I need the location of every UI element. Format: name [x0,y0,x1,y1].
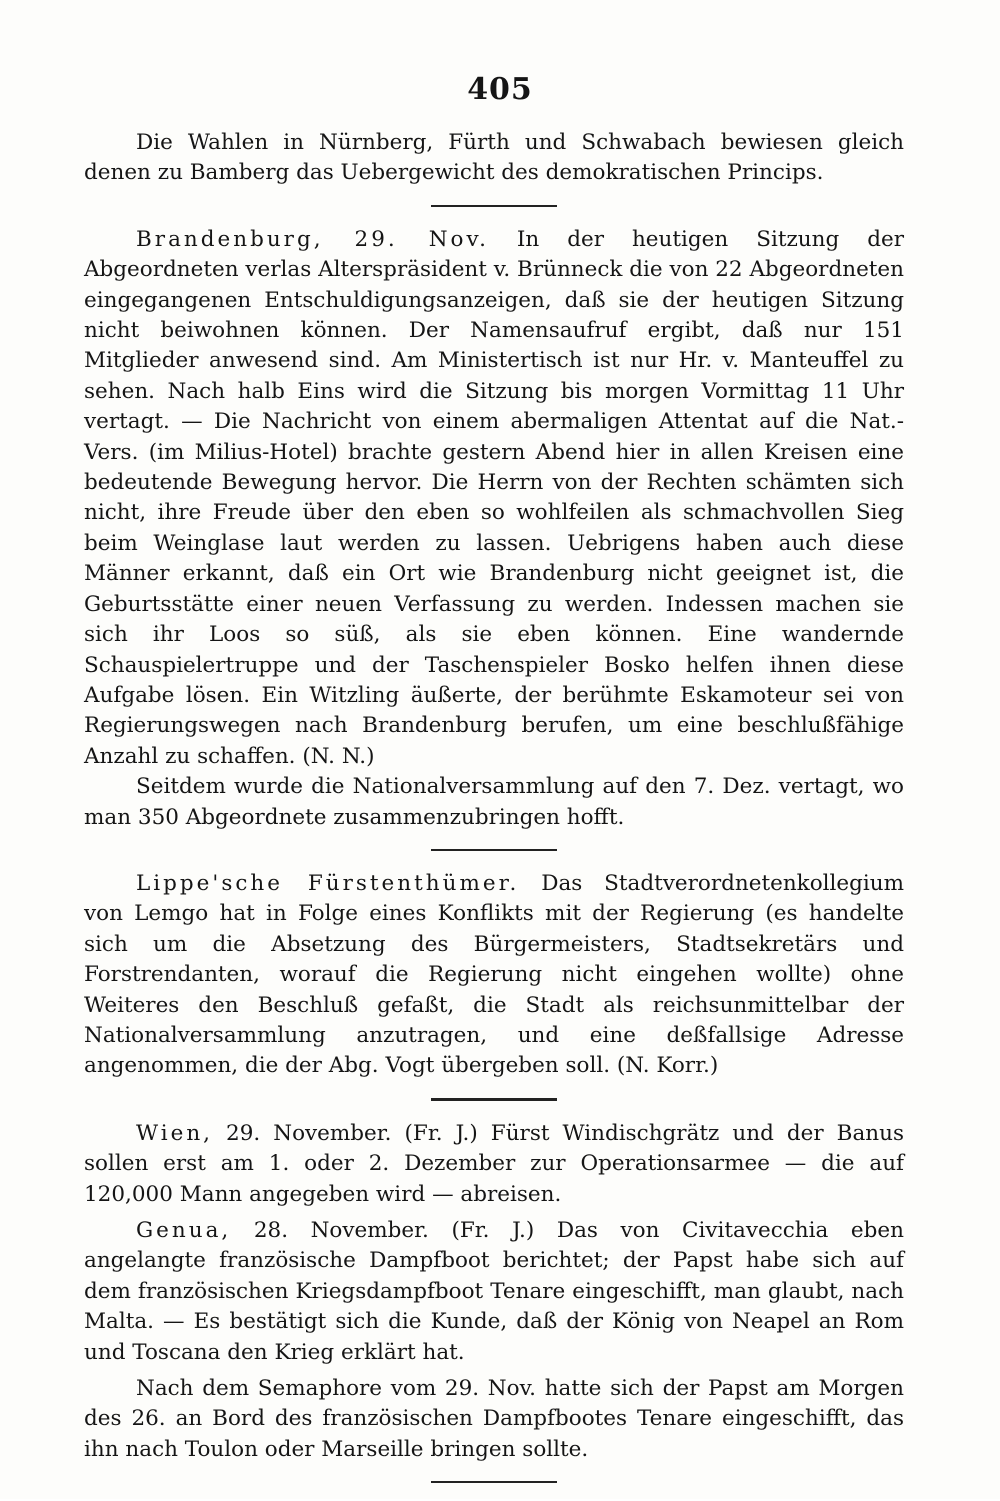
article-brandenburg-followup-text: Seitdem wurde die Nationalversammlung auf den 7. Dez. vertagt, wo man 350 Abgeordnete zusammenzubringen hofft. [84,774,904,830]
separator-rule [431,205,557,207]
article-lippe-text: Das Stadtverordnetenkollegium von Lemgo hat in Folge eines Konflikts mit der Regierung (es handelte sich um die Absetzung des Bürgermeisters, Stadtsekretärs und Forstrendanten, worauf die Regierung nicht eingehen wollte) ohne Weiteres den Beschluß gefaßt, die Stadt als reichsunmittelbar der Nationalversammlung anzutragen, und eine deßfallsige Adresse angenommen, die der Abg. Vogt übergeben soll. (N. Korr.) [84,870,904,1079]
article-genua-text: 28. November. (Fr. J.) Das von Civitavecchia eben angelangte französische Dampfboot berichtet; der Papst habe sich auf dem französischen Kriegsdampfboot Tenare eingeschifft, man glaubt, nach Malta. — Es bestätigt sich die Kunde, daß der König von Neapel an Rom und Toscana den Krieg erklärt hat. [84,1218,904,1365]
dateline-genua: Genua, [136,1218,232,1243]
article-wahlen-text: Die Wahlen in Nürnberg, Fürth und Schwabach bewiesen gleich denen zu Bamberg das Uebergewicht des demokratischen Princips. [84,130,904,186]
article-wahlen [84,128,904,189]
article-brandenburg-text: In der heutigen Sitzung der Abgeordneten verlas Alterspräsident v. Brünneck die von 22 Abgeordneten eingegangenen Entschuldigungsanzeigen, daß sie der heutigen Sitzung nicht beiwohnen können. Der Namensaufruf ergibt, daß nur 151 Mitglieder anwesend sind. Am Ministertisch ist nur Hr. v. Manteuffel zu sehen. Nach halb Eins wird die Sitzung bis morgen Vormittag 11 Uhr vertagt. — Die Nachricht von einem abermaligen Attentat auf die Nat.-Vers. (im Milius-Hotel) brachte gestern Abend hier in allen Kreisen eine bedeutende Bewegung hervor. Die Herrn von der Rechten schämten sich nicht, ihre Freude über den eben so wohlfeilen als schmachvollen Sieg beim Weinglase laut werden zu lassen. Uebrigens haben auch diese Männer erkannt, daß ein Ort wie Brandenburg nicht geeignet ist, die Geburtsstätte einer neuen Verfassung zu werden. Indessen machen sie sich ihr Loos so süß, als sie eben können. Eine wandernde Schauspielertruppe und der Taschenspieler Bosko helfen ihnen diese Aufgabe lösen. Ein Witzling äußerte, der berühmte Eskamoteur sei von Regierungswegen nach Brandenburg berufen, um eine beschlußfähige Anzahl zu schaffen. (N. N.) [84,226,904,769]
article-wien [84,1119,904,1210]
article-genua [84,1216,904,1368]
article-lippe [84,869,904,1082]
article-semaphore-text: Nach dem Semaphore vom 29. Nov. hatte sich der Papst am Morgen des 26. an Bord des französischen Dampfbootes Tenare eingeschifft, das ihn nach Toulon oder Marseille bringen sollte. [84,1376,904,1462]
dateline-brandenburg: Brandenburg, 29. Nov. [136,226,489,252]
separator-rule [431,1098,557,1101]
separator-rule [431,849,557,851]
article-wien-text: 29. November. (Fr. J.) Fürst Windischgrätz und der Banus sollen erst am 1. oder 2. Dezember zur Operationsarmee — die auf 120,000 Mann angegeben wird — abreisen. [84,1120,904,1207]
article-semaphore [84,1374,904,1465]
article-brandenburg-followup [84,772,904,833]
dateline-wien: Wien, [136,1120,214,1146]
article-brandenburg [84,225,904,772]
dateline-lippe: Lippe'sche Fürstenthümer. [136,870,520,896]
page-number: 405 [467,72,533,107]
text-column [84,128,904,1501]
separator-rule [431,1481,557,1483]
